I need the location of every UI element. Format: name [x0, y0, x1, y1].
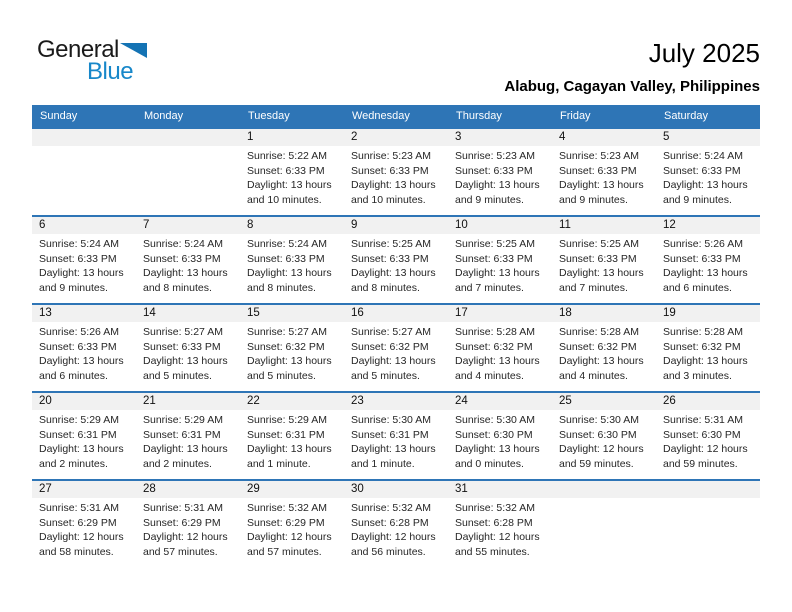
- detail-line: Daylight: 13 hours: [455, 179, 540, 191]
- day-cell: [136, 217, 240, 303]
- empty-day-cell: [656, 481, 760, 567]
- detail-line: Sunset: 6:29 PM: [247, 516, 325, 529]
- detail-line: and 9 minutes.: [663, 193, 732, 206]
- day-number: 4: [552, 129, 656, 146]
- day-details: [552, 322, 656, 383]
- detail-line: and 9 minutes.: [39, 281, 108, 294]
- day-details: [448, 410, 552, 471]
- day-details: [136, 498, 240, 559]
- detail-line: Sunset: 6:33 PM: [143, 340, 221, 353]
- day-cell: [240, 217, 344, 303]
- day-cell: [656, 129, 760, 215]
- detail-line: Sunset: 6:30 PM: [559, 428, 637, 441]
- day-number: 25: [552, 393, 656, 410]
- detail-line: and 5 minutes.: [143, 369, 212, 382]
- detail-line: and 8 minutes.: [351, 281, 420, 294]
- day-details: [448, 498, 552, 559]
- detail-line: Sunrise: 5:24 AM: [663, 150, 743, 162]
- day-number: 6: [32, 217, 136, 234]
- day-details: [136, 234, 240, 295]
- day-details: [656, 234, 760, 295]
- day-cell: [32, 393, 136, 479]
- detail-line: and 1 minute.: [247, 457, 311, 470]
- detail-line: and 10 minutes.: [247, 193, 322, 206]
- day-cell: [344, 481, 448, 567]
- day-details: [240, 234, 344, 295]
- detail-line: and 57 minutes.: [143, 545, 218, 558]
- day-details: [344, 322, 448, 383]
- day-number-empty: [552, 481, 656, 498]
- detail-line: Daylight: 12 hours: [559, 443, 644, 455]
- weekday-header: Saturday: [664, 110, 709, 122]
- detail-line: Daylight: 13 hours: [143, 443, 228, 455]
- detail-line: Daylight: 13 hours: [39, 443, 124, 455]
- day-details: [136, 410, 240, 471]
- detail-line: Sunset: 6:33 PM: [559, 164, 637, 177]
- detail-line: and 4 minutes.: [559, 369, 628, 382]
- detail-line: Sunset: 6:29 PM: [143, 516, 221, 529]
- detail-line: Sunrise: 5:29 AM: [143, 414, 223, 426]
- detail-line: Sunrise: 5:23 AM: [455, 150, 535, 162]
- week-row: [32, 303, 760, 391]
- detail-line: Daylight: 12 hours: [247, 531, 332, 543]
- day-number: 20: [32, 393, 136, 410]
- day-cell: [552, 217, 656, 303]
- detail-line: Sunrise: 5:24 AM: [247, 238, 327, 250]
- detail-line: Daylight: 12 hours: [351, 531, 436, 543]
- detail-line: Sunrise: 5:31 AM: [143, 502, 223, 514]
- empty-day-cell: [32, 129, 136, 215]
- detail-line: Sunset: 6:33 PM: [39, 340, 117, 353]
- day-details: [344, 410, 448, 471]
- detail-line: Sunrise: 5:26 AM: [39, 326, 119, 338]
- detail-line: and 5 minutes.: [351, 369, 420, 382]
- calendar: [32, 105, 760, 567]
- detail-line: Sunrise: 5:30 AM: [559, 414, 639, 426]
- day-details: [32, 322, 136, 383]
- detail-line: and 5 minutes.: [247, 369, 316, 382]
- detail-line: Daylight: 13 hours: [143, 355, 228, 367]
- day-cell: [656, 393, 760, 479]
- day-number: 23: [344, 393, 448, 410]
- detail-line: Sunrise: 5:32 AM: [351, 502, 431, 514]
- detail-line: Sunset: 6:33 PM: [351, 164, 429, 177]
- weekday-header: Wednesday: [352, 110, 410, 122]
- calendar-location-subtitle: Alabug, Cagayan Valley, Philippines: [504, 78, 760, 95]
- detail-line: Sunset: 6:28 PM: [455, 516, 533, 529]
- weekday-header: Sunday: [40, 110, 78, 122]
- detail-line: Sunrise: 5:28 AM: [663, 326, 743, 338]
- detail-line: Sunrise: 5:27 AM: [143, 326, 223, 338]
- day-details: [656, 146, 760, 207]
- day-number: 28: [136, 481, 240, 498]
- day-number: 7: [136, 217, 240, 234]
- detail-line: Daylight: 13 hours: [247, 179, 332, 191]
- day-details: [552, 410, 656, 471]
- detail-line: and 8 minutes.: [143, 281, 212, 294]
- detail-line: and 6 minutes.: [663, 281, 732, 294]
- detail-line: Daylight: 13 hours: [143, 267, 228, 279]
- detail-line: Sunrise: 5:24 AM: [39, 238, 119, 250]
- day-number: 22: [240, 393, 344, 410]
- detail-line: and 1 minute.: [351, 457, 415, 470]
- day-number: 10: [448, 217, 552, 234]
- day-cell: [448, 305, 552, 391]
- detail-line: Sunset: 6:32 PM: [663, 340, 741, 353]
- detail-line: Daylight: 13 hours: [247, 355, 332, 367]
- day-details: [240, 498, 344, 559]
- detail-line: Sunrise: 5:22 AM: [247, 150, 327, 162]
- detail-line: Sunrise: 5:31 AM: [39, 502, 119, 514]
- detail-line: Sunrise: 5:29 AM: [39, 414, 119, 426]
- detail-line: Sunset: 6:32 PM: [455, 340, 533, 353]
- detail-line: Daylight: 12 hours: [455, 531, 540, 543]
- detail-line: and 10 minutes.: [351, 193, 426, 206]
- detail-line: and 3 minutes.: [663, 369, 732, 382]
- detail-line: Daylight: 13 hours: [351, 179, 436, 191]
- detail-line: Daylight: 13 hours: [559, 355, 644, 367]
- day-details: [136, 322, 240, 383]
- day-details: [344, 234, 448, 295]
- detail-line: Daylight: 13 hours: [247, 443, 332, 455]
- detail-line: and 7 minutes.: [455, 281, 524, 294]
- day-number: 13: [32, 305, 136, 322]
- empty-day-cell: [136, 129, 240, 215]
- detail-line: Sunset: 6:33 PM: [455, 252, 533, 265]
- detail-line: Sunset: 6:33 PM: [559, 252, 637, 265]
- detail-line: Sunset: 6:32 PM: [247, 340, 325, 353]
- day-cell: [448, 217, 552, 303]
- detail-line: Sunset: 6:28 PM: [351, 516, 429, 529]
- day-details: [240, 410, 344, 471]
- empty-day-cell: [552, 481, 656, 567]
- day-number: 9: [344, 217, 448, 234]
- day-cell: [32, 217, 136, 303]
- detail-line: Sunset: 6:29 PM: [39, 516, 117, 529]
- detail-line: Sunset: 6:33 PM: [143, 252, 221, 265]
- week-row: [32, 215, 760, 303]
- day-cell: [656, 217, 760, 303]
- day-number-empty: [136, 129, 240, 146]
- day-number: 26: [656, 393, 760, 410]
- detail-line: Sunset: 6:32 PM: [351, 340, 429, 353]
- detail-line: and 55 minutes.: [455, 545, 530, 558]
- detail-line: Daylight: 12 hours: [663, 443, 748, 455]
- day-details: [240, 322, 344, 383]
- day-number: 11: [552, 217, 656, 234]
- day-cell: [656, 305, 760, 391]
- detail-line: Sunset: 6:33 PM: [663, 252, 741, 265]
- detail-line: and 2 minutes.: [143, 457, 212, 470]
- detail-line: Daylight: 13 hours: [663, 355, 748, 367]
- calendar-grid: [32, 127, 760, 567]
- day-number: 2: [344, 129, 448, 146]
- day-cell: [240, 393, 344, 479]
- detail-line: Sunrise: 5:25 AM: [559, 238, 639, 250]
- detail-line: and 0 minutes.: [455, 457, 524, 470]
- day-number: 31: [448, 481, 552, 498]
- detail-line: Sunset: 6:32 PM: [559, 340, 637, 353]
- week-row: [32, 127, 760, 215]
- detail-line: and 56 minutes.: [351, 545, 426, 558]
- detail-line: Sunrise: 5:30 AM: [351, 414, 431, 426]
- detail-line: Sunrise: 5:26 AM: [663, 238, 743, 250]
- detail-line: Sunset: 6:31 PM: [143, 428, 221, 441]
- detail-line: Daylight: 13 hours: [247, 267, 332, 279]
- calendar-month-title: July 2025: [648, 38, 760, 68]
- day-details: [32, 410, 136, 471]
- detail-line: and 7 minutes.: [559, 281, 628, 294]
- day-number: 24: [448, 393, 552, 410]
- detail-line: Sunrise: 5:32 AM: [455, 502, 535, 514]
- day-number: 16: [344, 305, 448, 322]
- weekday-header: Thursday: [456, 110, 502, 122]
- detail-line: and 59 minutes.: [663, 457, 738, 470]
- detail-line: Daylight: 12 hours: [143, 531, 228, 543]
- detail-line: Daylight: 13 hours: [559, 267, 644, 279]
- detail-line: Sunrise: 5:25 AM: [455, 238, 535, 250]
- day-number-empty: [32, 129, 136, 146]
- day-cell: [344, 129, 448, 215]
- detail-line: Sunset: 6:31 PM: [247, 428, 325, 441]
- detail-line: and 9 minutes.: [455, 193, 524, 206]
- day-cell: [448, 481, 552, 567]
- detail-line: and 2 minutes.: [39, 457, 108, 470]
- day-cell: [136, 393, 240, 479]
- day-cell: [552, 305, 656, 391]
- day-details: [656, 322, 760, 383]
- detail-line: Daylight: 13 hours: [351, 267, 436, 279]
- detail-line: Daylight: 13 hours: [559, 179, 644, 191]
- day-cell: [240, 305, 344, 391]
- detail-line: Sunset: 6:30 PM: [663, 428, 741, 441]
- day-cell: [344, 305, 448, 391]
- day-number: 8: [240, 217, 344, 234]
- weekday-header: Friday: [560, 110, 591, 122]
- detail-line: Sunset: 6:31 PM: [351, 428, 429, 441]
- day-cell: [32, 481, 136, 567]
- day-number: 15: [240, 305, 344, 322]
- detail-line: Sunset: 6:33 PM: [663, 164, 741, 177]
- detail-line: Daylight: 13 hours: [663, 267, 748, 279]
- detail-line: and 9 minutes.: [559, 193, 628, 206]
- day-number: 1: [240, 129, 344, 146]
- page-titles: [504, 38, 760, 95]
- day-cell: [552, 393, 656, 479]
- detail-line: Daylight: 12 hours: [39, 531, 124, 543]
- detail-line: Sunset: 6:33 PM: [351, 252, 429, 265]
- day-details: [32, 234, 136, 295]
- detail-line: Sunrise: 5:27 AM: [247, 326, 327, 338]
- detail-line: Daylight: 13 hours: [351, 443, 436, 455]
- generalblue-logo: [37, 38, 147, 85]
- day-details: [656, 410, 760, 471]
- day-number: 30: [344, 481, 448, 498]
- day-number: 12: [656, 217, 760, 234]
- week-row: [32, 391, 760, 479]
- day-cell: [344, 217, 448, 303]
- day-cell: [344, 393, 448, 479]
- detail-line: Sunrise: 5:25 AM: [351, 238, 431, 250]
- day-number-empty: [656, 481, 760, 498]
- detail-line: and 58 minutes.: [39, 545, 114, 558]
- day-details: [344, 498, 448, 559]
- detail-line: Sunrise: 5:23 AM: [559, 150, 639, 162]
- detail-line: Sunrise: 5:23 AM: [351, 150, 431, 162]
- detail-line: Sunrise: 5:32 AM: [247, 502, 327, 514]
- detail-line: Sunset: 6:30 PM: [455, 428, 533, 441]
- weekday-header-row: [32, 105, 760, 127]
- detail-line: Sunrise: 5:28 AM: [455, 326, 535, 338]
- detail-line: and 8 minutes.: [247, 281, 316, 294]
- detail-line: and 4 minutes.: [455, 369, 524, 382]
- week-row: [32, 479, 760, 567]
- detail-line: Daylight: 13 hours: [455, 443, 540, 455]
- detail-line: Sunset: 6:33 PM: [39, 252, 117, 265]
- detail-line: Sunset: 6:31 PM: [39, 428, 117, 441]
- day-number: 5: [656, 129, 760, 146]
- detail-line: and 57 minutes.: [247, 545, 322, 558]
- day-cell: [552, 129, 656, 215]
- detail-line: Sunrise: 5:29 AM: [247, 414, 327, 426]
- day-cell: [136, 305, 240, 391]
- detail-line: and 59 minutes.: [559, 457, 634, 470]
- detail-line: Sunrise: 5:27 AM: [351, 326, 431, 338]
- day-details: [240, 146, 344, 207]
- detail-line: Sunrise: 5:24 AM: [143, 238, 223, 250]
- day-cell: [448, 393, 552, 479]
- weekday-header: Monday: [144, 110, 184, 122]
- detail-line: Daylight: 13 hours: [455, 355, 540, 367]
- logo-text-blue: Blue: [87, 58, 134, 86]
- day-details: [448, 234, 552, 295]
- detail-line: Daylight: 13 hours: [455, 267, 540, 279]
- day-number: 3: [448, 129, 552, 146]
- detail-line: Daylight: 13 hours: [663, 179, 748, 191]
- day-number: 27: [32, 481, 136, 498]
- day-number: 19: [656, 305, 760, 322]
- day-cell: [240, 129, 344, 215]
- detail-line: Daylight: 13 hours: [39, 267, 124, 279]
- detail-line: and 6 minutes.: [39, 369, 108, 382]
- detail-line: Daylight: 13 hours: [351, 355, 436, 367]
- detail-line: Sunrise: 5:30 AM: [455, 414, 535, 426]
- day-details: [344, 146, 448, 207]
- day-cell: [136, 481, 240, 567]
- detail-line: Daylight: 13 hours: [39, 355, 124, 367]
- day-cell: [240, 481, 344, 567]
- day-cell: [448, 129, 552, 215]
- day-details: [552, 146, 656, 207]
- day-number: 18: [552, 305, 656, 322]
- detail-line: Sunset: 6:33 PM: [455, 164, 533, 177]
- day-number: 21: [136, 393, 240, 410]
- day-number: 17: [448, 305, 552, 322]
- detail-line: Sunrise: 5:31 AM: [663, 414, 743, 426]
- day-number: 29: [240, 481, 344, 498]
- day-details: [448, 322, 552, 383]
- weekday-header: Tuesday: [248, 110, 290, 122]
- detail-line: Sunrise: 5:28 AM: [559, 326, 639, 338]
- day-number: 14: [136, 305, 240, 322]
- day-details: [32, 498, 136, 559]
- day-cell: [32, 305, 136, 391]
- detail-line: Sunset: 6:33 PM: [247, 164, 325, 177]
- detail-line: Sunset: 6:33 PM: [247, 252, 325, 265]
- day-details: [448, 146, 552, 207]
- day-details: [552, 234, 656, 295]
- logo-text-general: General: [37, 36, 119, 63]
